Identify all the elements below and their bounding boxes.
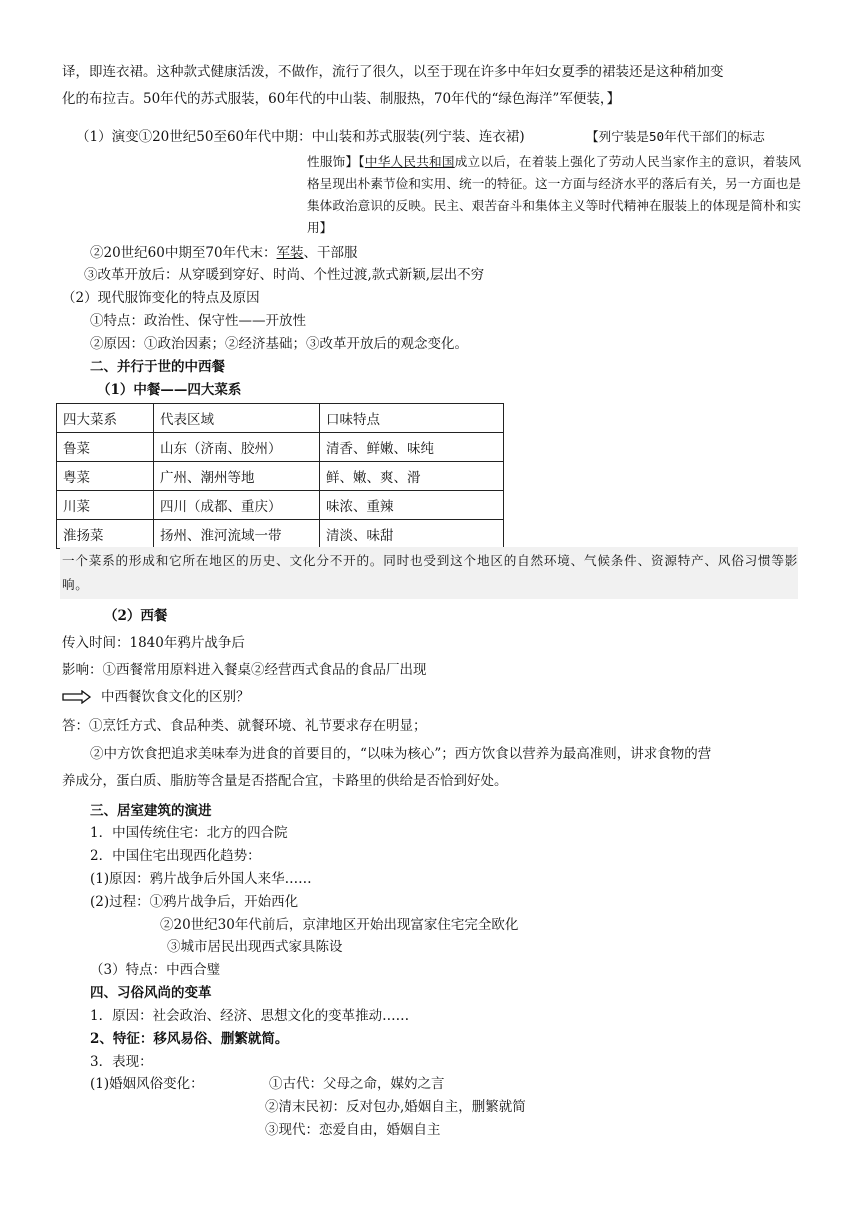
western-answer-2 <box>62 741 798 795</box>
section-3-process-1: (2)过程：①鸦片战争后，开始西化 <box>90 894 299 910</box>
intro-paragraph <box>62 59 798 113</box>
marriage-label: (1)婚姻风俗变化： <box>90 1076 204 1092</box>
table-cell: 味浓、重辣 <box>320 491 504 520</box>
table-cell: 粤菜 <box>57 462 154 491</box>
evolution-note-rest: 成立以后，在着装上强化了劳动人民当家作主的意识，着装风格呈现出朴素节俭和实用、统一的特征。这一方面与经济水平的落后有关，另一方面也是集体政治意识的反映。民主、艰苦奋斗和集体主义等时代精神在服装上的体现是简朴和实用】 <box>307 154 802 235</box>
table-row <box>57 491 504 520</box>
table-cell: 清淡、味甜 <box>320 520 504 549</box>
section-3-process-2: ②20世纪30年代前后，京津地区开始出现富家住宅完全欧化 <box>160 917 519 933</box>
western-influence: 影响：①西餐常用原料进入餐桌②经营西式食品的食品厂出现 <box>62 662 427 678</box>
section-4-heading: 四、习俗风尚的变革 <box>90 985 212 1001</box>
section-3-item-1: 1．中国传统住宅：北方的四合院 <box>90 825 288 841</box>
table-cell: 清香、鲜嫩、味纯 <box>320 433 504 462</box>
table-cell: 广州、潮州等地 <box>154 462 320 491</box>
section-4-item-3: 3．表现： <box>90 1054 153 1070</box>
section-3-item-2: 2．中国住宅出现西化趋势： <box>90 848 261 864</box>
intro-line-1: 译，即连衣裙。这种款式健康活泼，不做作，流行了很久，以至于现在许多中年妇女夏季的裙装还是这种稍加变 <box>62 64 724 80</box>
evolution-note-start: 性服饰】【 <box>307 154 365 169</box>
western-question: 中西餐饮食文化的区别？ <box>101 689 250 705</box>
double-arrow-icon <box>62 690 92 704</box>
section-4-item-2: 2、特征：移风易俗、删繁就简。 <box>90 1031 289 1047</box>
table-cell: 鲜、嫩、爽、滑 <box>320 462 504 491</box>
changes-features: ①特点：政治性、保守性——开放性 <box>90 313 306 329</box>
table-header-row <box>57 404 504 433</box>
western-time: 传入时间：1840年鸦片战争后 <box>62 635 245 651</box>
section-2-heading: 二、并行于世的中西餐 <box>90 359 225 375</box>
marriage-item-3: ③现代：恋爱自由，婚姻自主 <box>265 1122 441 1138</box>
table-cell: 淮扬菜 <box>57 520 154 549</box>
table-row <box>57 520 504 549</box>
evolution-note <box>307 151 801 239</box>
cuisine-table <box>56 403 504 549</box>
changes-heading: （2）现代服饰变化的特点及原因 <box>62 290 260 306</box>
table-cell: 鲁菜 <box>57 433 154 462</box>
table-header-cell: 代表区域 <box>154 404 320 433</box>
evolution-item-2-suffix: 、干部服 <box>303 245 358 261</box>
section-3-heading: 三、居室建筑的演进 <box>90 803 212 819</box>
evolution-item-2 <box>90 244 358 262</box>
table-cell: 四川（成都、重庆） <box>154 491 320 520</box>
table-cell: 川菜 <box>57 491 154 520</box>
section-2-subheading: （1）中餐——四大菜系 <box>97 382 242 398</box>
table-row <box>57 433 504 462</box>
military-uniform-underlined: 军装 <box>276 245 304 261</box>
table-cell: 山东（济南、胶州） <box>154 433 320 462</box>
table-header-cell: 四大菜系 <box>57 404 154 433</box>
section-4-item-1: 1．原因：社会政治、经济、思想文化的变革推动…… <box>90 1008 410 1024</box>
evolution-item-3: ③改革开放后：从穿暖到穿好、时尚、个性过渡,款式新颖,层出不穷 <box>84 267 485 283</box>
marriage-item-2: ②清末民初：反对包办,婚姻自主，删繁就简 <box>265 1099 526 1115</box>
table-header-cell: 口味特点 <box>320 404 504 433</box>
section-3-process-3: ③城市居民出现西式家具陈设 <box>167 939 343 955</box>
section-3-feature: （3）特点：中西合璧 <box>90 962 221 978</box>
marriage-item-1: ①古代：父母之命，媒妁之言 <box>269 1076 445 1092</box>
western-answer-1: 答：①烹饪方式、食品种类、就餐环境、礼节要求存在明显； <box>62 718 427 734</box>
western-heading: （2）西餐 <box>104 608 168 624</box>
prc-underlined: 中华人民共和国 <box>364 154 455 169</box>
table-cell: 扬州、淮河流域一带 <box>154 520 320 549</box>
cuisine-note: 一个菜系的形成和它所在地区的历史、文化分不开的。同时也受到这个地区的自然环境、气候条件、资源特产、风俗习惯等影响。 <box>62 553 798 592</box>
evolution-item-2-prefix: ②20世纪60中期至70年代末： <box>90 245 277 261</box>
changes-reasons: ②原因：①政治因素；②经济基础；③改革开放后的观念变化。 <box>90 336 468 352</box>
western-answer-2-line-1: ②中方饮食把追求美味奉为进食的首要目的，“以味为核心”；西方饮食以营养为最高准则，讲求食物的营 <box>90 746 712 762</box>
intro-line-2: 化的布拉吉。50年代的苏式服装，60年代的中山装、制服热，70年代的“绿色海洋”军便装，】 <box>62 91 621 107</box>
evolution-note-line-1: 【列宁装是50年代干部们的标志 <box>586 129 765 144</box>
western-answer-2-line-2: 养成分，蛋白质、脂肪等含量是否搭配合宜，卡路里的供给是否恰到好处。 <box>62 773 508 789</box>
evolution-label: （1）演变①20世纪50至60年代中期：中山装和苏式服装(列宁装、连衣裙) <box>76 129 525 145</box>
table-row <box>57 462 504 491</box>
section-3-cause: (1)原因：鸦片战争后外国人来华…… <box>90 871 312 887</box>
